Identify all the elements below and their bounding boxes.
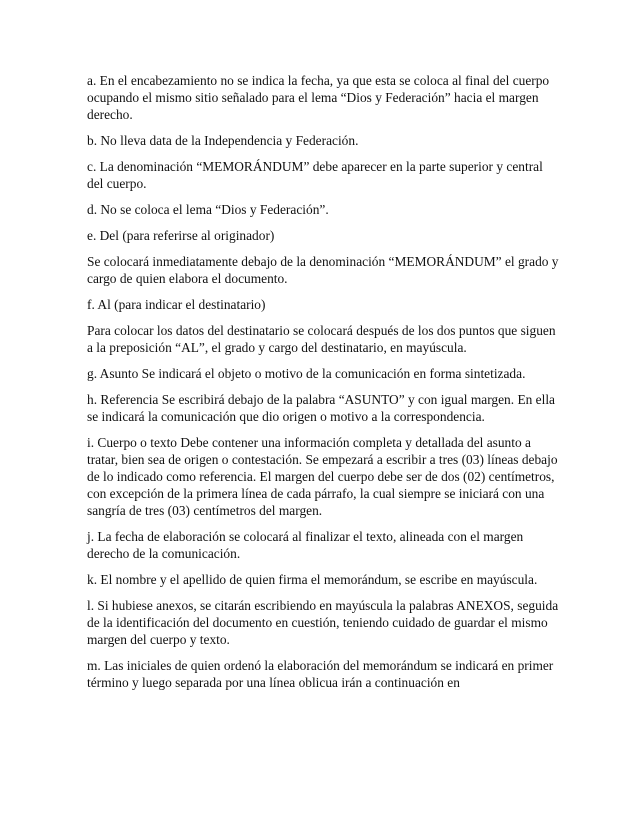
paragraph-d: d. No se coloca el lema “Dios y Federación”. xyxy=(87,202,329,217)
paragraph-l: l. Si hubiese anexos, se citarán escribiendo en mayúscula la palabras ANEXOS, seguida de la identificación del documento en cuestión, teniendo cuidado de guardar el mismo margen del cuerpo y texto. xyxy=(87,598,559,647)
paragraph-e: e. Del (para referirse al originador) xyxy=(87,228,275,243)
paragraph-b: b. No lleva data de la Independencia y Federación. xyxy=(87,133,359,148)
paragraph-e-detail: Se colocará inmediatamente debajo de la denominación “MEMORÁNDUM” el grado y cargo de quien elabora el documento. xyxy=(87,254,559,286)
paragraph-i: i. Cuerpo o texto Debe contener una información completa y detallada del asunto a tratar, bien sea de origen o contestación. Se empezará a escribir a tres (03) líneas debajo de lo indicado como referencia. El margen del cuerpo debe ser de dos (02) centímetros, con excepción de la primera línea de cada párrafo, la cual siempre se iniciará con una sangría de tres (03) centímetros del margen. xyxy=(87,435,558,518)
paragraph-h: h. Referencia Se escribirá debajo de la palabra “ASUNTO” y con igual margen. En ella se indicará la comunicación que dio origen o motivo a la correspondencia. xyxy=(87,392,555,424)
paragraph-a: a. En el encabezamiento no se indica la fecha, ya que esta se coloca al final del cuerpo ocupando el mismo sitio señalado para el lema “Dios y Federación” hacia el margen derecho. xyxy=(87,73,550,122)
paragraph-k: k. El nombre y el apellido de quien firma el memorándum, se escribe en mayúscula. xyxy=(87,572,538,587)
document-body xyxy=(87,72,561,700)
paragraph-c: c. La denominación “MEMORÁNDUM” debe aparecer en la parte superior y central del cuerpo. xyxy=(87,159,543,191)
paragraph-f: f. Al (para indicar el destinatario) xyxy=(87,297,266,312)
paragraph-j: j. La fecha de elaboración se colocará al finalizar el texto, alineada con el margen derecho de la comunicación. xyxy=(87,529,524,561)
paragraph-g: g. Asunto Se indicará el objeto o motivo de la comunicación en forma sintetizada. xyxy=(87,366,526,381)
paragraph-m: m. Las iniciales de quien ordenó la elaboración del memorándum se indicará en primer término y luego separada por una línea oblicua irán a continuación en xyxy=(87,658,554,690)
paragraph-f-detail: Para colocar los datos del destinatario se colocará después de los dos puntos que siguen a la preposición “AL”, el grado y cargo del destinatario, en mayúscula. xyxy=(87,323,556,355)
